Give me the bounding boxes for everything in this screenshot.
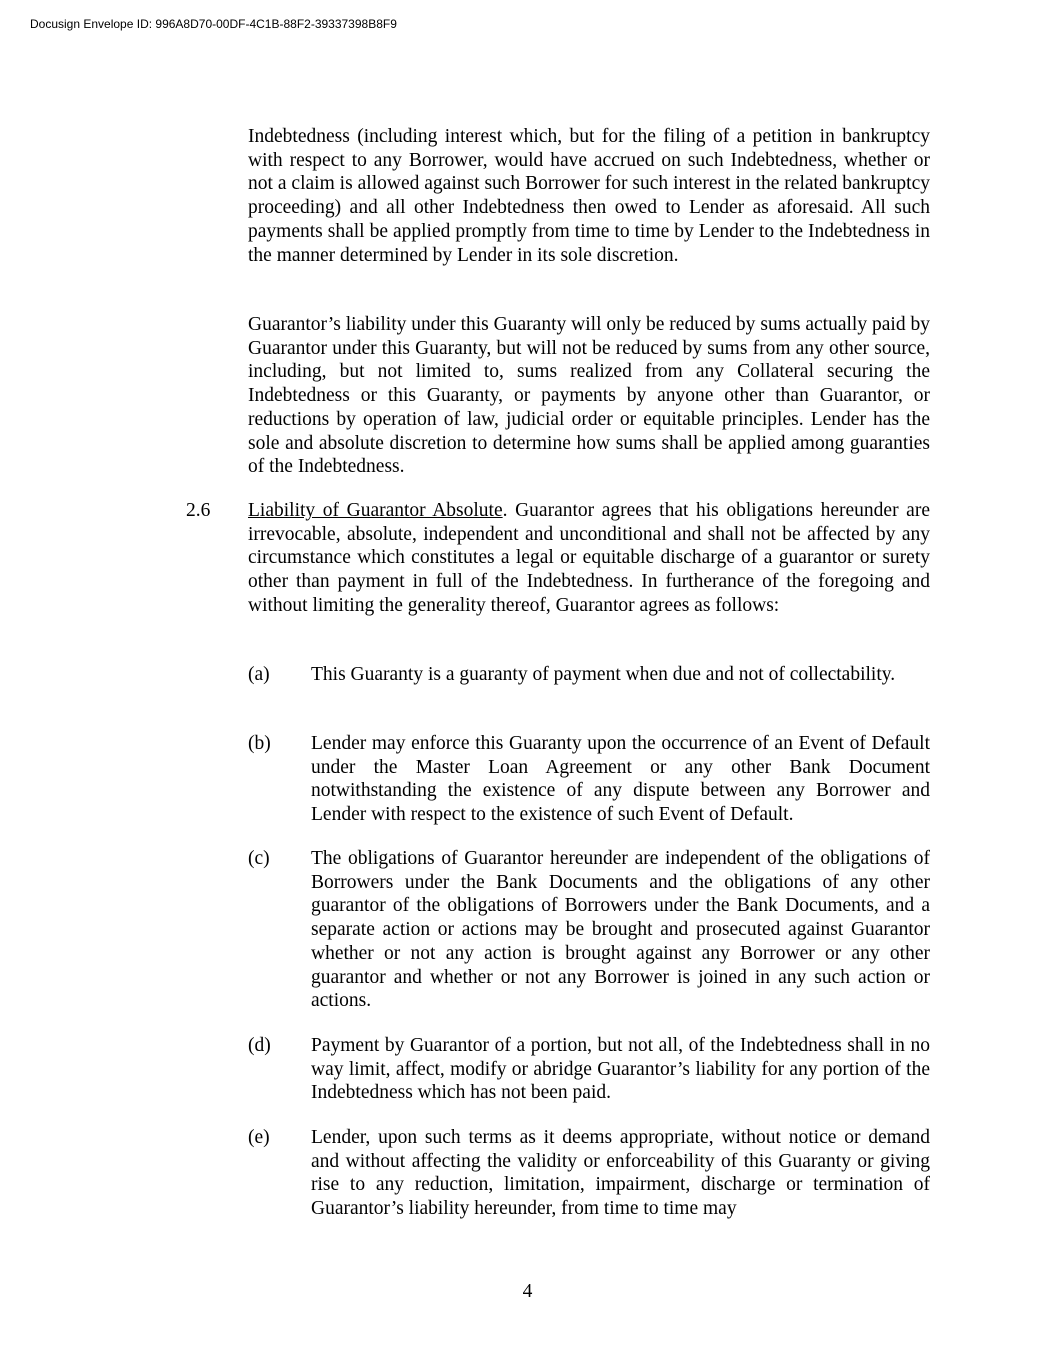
item-label-e: (e) <box>248 1127 270 1148</box>
item-label-b: (b) <box>248 733 271 754</box>
item-text-e: Lender, upon such terms as it deems appropriate, without notice or demand and without affecting the validity or enforceability of this Guaranty or giving rise to any reduction, limitation, impairment, discharge or termination of Guarantor’s liability hereunder, from time to time may <box>311 1127 930 1220</box>
section-number: 2.6 <box>186 500 211 521</box>
item-text-a: This Guaranty is a guaranty of payment when due and not of collectability. <box>311 664 896 685</box>
envelope-id-header: Docusign Envelope ID: 996A8D70-00DF-4C1B-88F2-39337398B8F9 <box>30 17 397 31</box>
item-text-d: Payment by Guarantor of a portion, but not all, of the Indebtedness shall in no way limit, affect, modify or abridge Guarantor’s liability for any portion of the Indebtedness which has not been paid. <box>311 1035 930 1104</box>
section-text: . Guarantor agrees that his obligations hereunder are irrevocable, absolute, independent and unconditional and shall not be affected by any circumstance which constitutes a legal or equitable discharge of a guarantor or surety other than payment in full of the Indebtedness. In furtherance of the foregoing and without limiting the generality thereof, Guarantor agrees as follows: <box>248 500 930 616</box>
item-label-a: (a) <box>248 664 270 685</box>
item-text-b: Lender may enforce this Guaranty upon the occurrence of an Event of Default under the Master Loan Agreement or any other Bank Document notwithstanding the existence of any dispute between any Borrower and Lender with respect to the existence of such Event of Default. <box>311 733 930 826</box>
section-body <box>248 499 930 618</box>
item-text-c: The obligations of Guarantor hereunder are independent of the obligations of Borrowers under the Bank Documents and the obligations of any other guarantor of the obligations of Borrowers under the Bank Documents, and a separate action or actions may be brought and prosecuted against Guarantor whether or not any action is brought against any Borrower or any other guarantor and whether or not any Borrower is joined in any such action or actions. <box>311 848 930 1012</box>
paragraph-indebtedness-payments: Indebtedness (including interest which, but for the filing of a petition in bankruptcy with respect to any Borrower, would have accrued on such Indebtedness, whether or not a claim is allowed against such Borrower for such interest in the related bankruptcy proceeding) and all other Indebtedness then owed to Lender as aforesaid. All such payments shall be applied promptly from time to time by Lender to the Indebtedness in the manner determined by Lender in its sole discretion. <box>248 126 930 266</box>
item-label-d: (d) <box>248 1035 271 1056</box>
page-number: 4 <box>522 1281 533 1302</box>
item-label-c: (c) <box>248 848 270 869</box>
paragraph-guarantor-liability: Guarantor’s liability under this Guaranty will only be reduced by sums actually paid by Guarantor under this Guaranty, but will not be reduced by sums from any other source, including, but not limited to, sums realized from any Collateral securing the Indebtedness or this Guaranty, or payments by anyone other than Guarantor, or reductions by operation of law, judicial order or equitable principles. Lender has the sole and absolute discretion to determine how sums shall be applied among guaranties of the Indebtedness. <box>248 314 930 478</box>
section-heading: Liability of Guarantor Absolute <box>248 500 503 521</box>
